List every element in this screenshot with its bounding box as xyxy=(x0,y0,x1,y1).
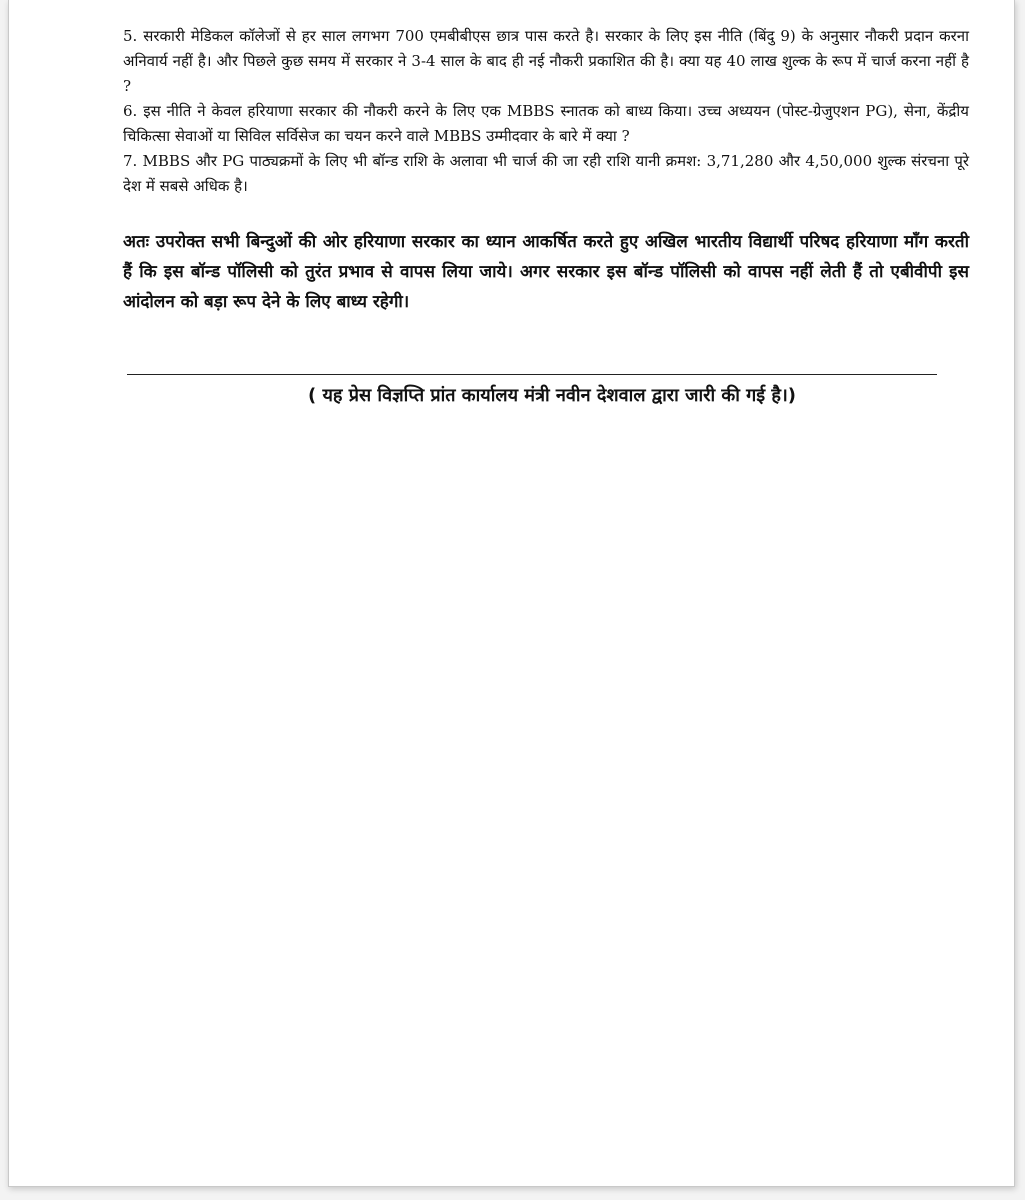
document-body xyxy=(123,24,969,317)
point-5: 5. सरकारी मेडिकल कॉलेजों से हर साल लगभग 700 एमबीबीएस छात्र पास करते है। सरकार के लिए इस नीति (बिंदु 9) के अनुसार नौकरी प्रदान करना अनिवार्य नहीं है। और पिछले कुछ समय में सरकार ने 3-4 साल के बाद ही नई नौकरी प्रकाशित की है। क्या यह 40 लाख शुल्क के रूप में चार्ज करना नहीं है ? xyxy=(123,27,970,95)
appeal-paragraph: अतः उपरोक्त सभी बिन्दुओं की ओर हरियाणा सरकार का ध्यान आकर्षित करते हुए अखिल भारतीय विद्यार्थी परिषद हरियाणा माँग करती हैं कि इस बॉन्ड पॉलिसी को तुरंत प्रभाव से वापस लिया जाये। अगर सरकार इस बॉन्ड पॉलिसी को वापस नहीं लेती हैं तो एबीवीपी इस आंदोलन को बड़ा रूप देने के लिए बाध्य रहेगी। xyxy=(123,232,969,312)
document-page xyxy=(8,0,1015,1187)
divider-line xyxy=(127,374,937,375)
release-note: ( यह प्रेस विज्ञप्ति प्रांत कार्यालय मंत्री नवीन देशवाल द्वारा जारी की गई है।) xyxy=(308,385,796,406)
point-7: 7. MBBS और PG पाठ्यक्रमों के लिए भी बॉन्ड राशि के अलावा भी चार्ज की जा रही राशि यानी क्रमश: 3,71,280 और 4,50,000 शुल्क संरचना पूरे देश में सबसे अधिक है। xyxy=(123,152,969,195)
point-6: 6. इस नीति ने केवल हरियाणा सरकार की नौकरी करने के लिए एक MBBS स्नातक को बाध्य किया। उच्च अध्ययन (पोस्ट-ग्रेजुएशन PG), सेना, केंद्रीय चिकित्सा सेवाओं या सिविल सर्विसेज का चयन करने वाले MBBS उम्मीदवार के बारे में क्या ? xyxy=(123,102,969,145)
